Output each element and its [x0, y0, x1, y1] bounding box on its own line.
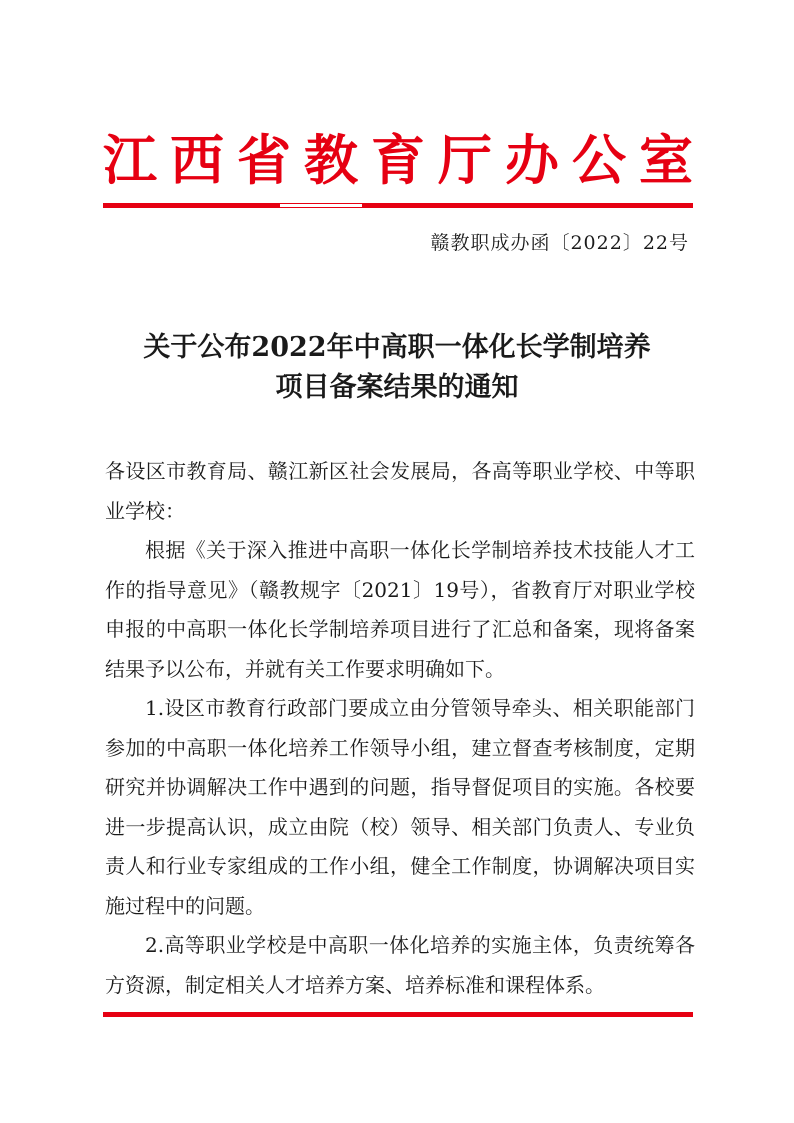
salutation: 各设区市教育局、赣江新区社会发展局，各高等职业学校、中等职业学校： — [105, 459, 695, 523]
header-char: 公 — [572, 128, 626, 192]
header-char: 西 — [170, 128, 224, 192]
header-divider-gap — [280, 204, 362, 207]
document-body — [105, 452, 695, 1005]
header-divider — [103, 203, 693, 208]
header-char: 教 — [304, 128, 358, 192]
body-paragraph-3: 2.高等职业学校是中高职一体化培养的实施主体，负责统筹各方资源，制定相关人才培养方案、培养标准和课程体系。 — [105, 933, 695, 997]
issuing-authority-header — [103, 128, 693, 192]
footer-divider — [103, 1012, 693, 1017]
title-line-2: 项目备案结果的通知 — [275, 372, 519, 403]
header-char: 室 — [639, 128, 693, 192]
header-char: 厅 — [438, 128, 492, 192]
header-char: 江 — [103, 128, 157, 192]
document-number: 赣教职成办函〔2022〕22号 — [430, 232, 689, 254]
body-paragraph-1: 根据《关于深入推进中高职一体化长学制培养技术技能人才工作的指导意见》（赣教规字〔2021〕19号），省教育厅对职业学校申报的中高职一体化长学制培养项目进行了汇总和备案，现将备案结果予以公布，并就有关工作要求明确如下。 — [105, 538, 695, 681]
document-title — [100, 328, 694, 408]
header-char: 育 — [371, 128, 425, 192]
header-char: 省 — [237, 128, 291, 192]
body-paragraph-2: 1.设区市教育行政部门要成立由分管领导牵头、相关职能部门参加的中高职一体化培养工作领导小组，建立督查考核制度，定期研究并协调解决工作中遇到的问题，指导督促项目的实施。各校要进一步提高认识，成立由院（校）领导、相关部门负责人、专业负责人和行业专家组成的工作小组，健全工作制度，协调解决项目实施过程中的问题。 — [105, 696, 695, 918]
header-char: 办 — [505, 128, 559, 192]
title-line-1: 关于公布2022年中高职一体化长学制培养 — [143, 332, 651, 363]
